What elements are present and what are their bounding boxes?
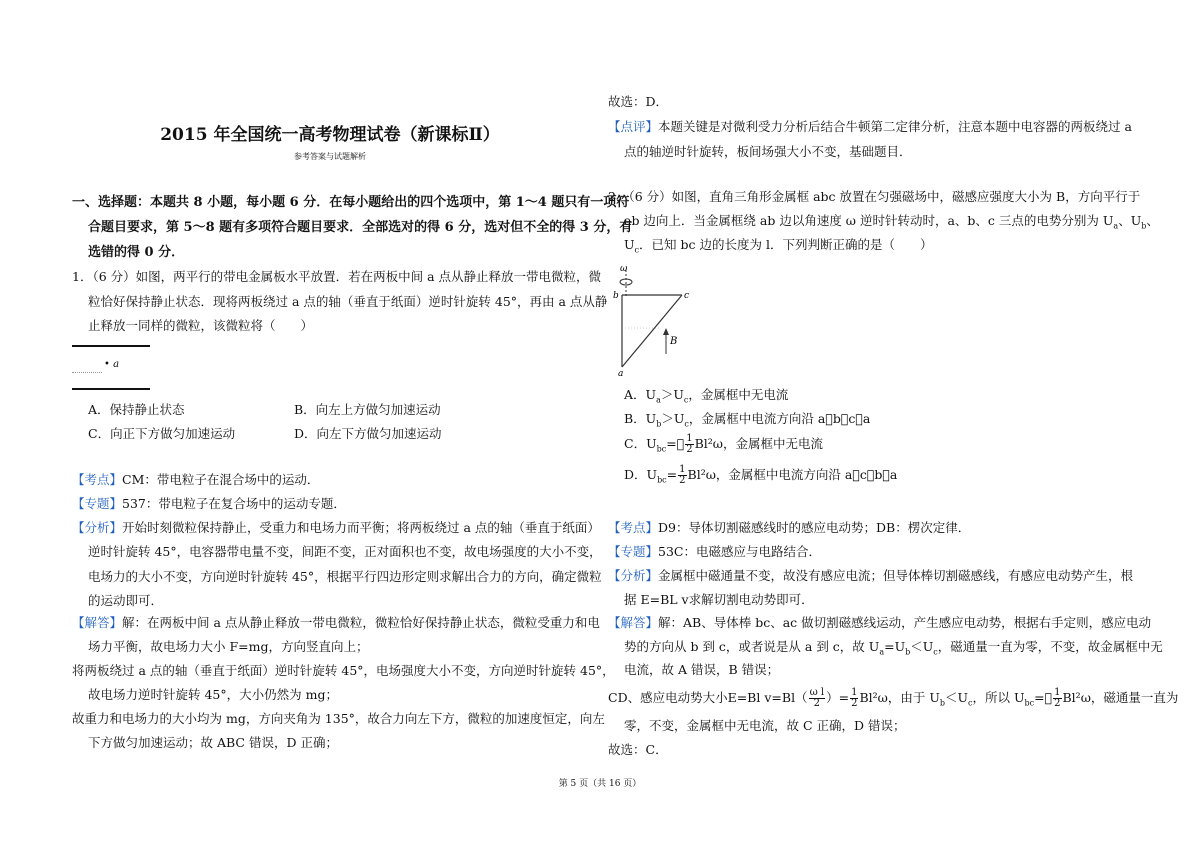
fenxi-tag: 【分析】 [608, 568, 659, 583]
q1-fenxi-3: 电场力的大小不变，方向逆时针旋转 45°，根据平行四边形定则求解出合力的方向，确定微粒 [88, 569, 602, 584]
zhuanti-text: 537：带电粒子在复合场中的运动专题． [122, 496, 346, 511]
section-instructions-2: 合题目要求，第 5～8 题有多项符合题目要求．全部选对的得 6 分，选对但不全的得 3 分，有 [88, 220, 633, 235]
fenxi-tag: 【分析】 [72, 520, 123, 535]
zhuanti-tag: 【专题】 [72, 496, 123, 511]
midline [72, 372, 102, 373]
dianping-tag: 【点评】 [608, 119, 659, 134]
q2-jieda-3: 电流，故 A 错误，B 错误； [624, 662, 780, 677]
bottom-plate [72, 388, 150, 390]
q2-kaodian [608, 518, 970, 538]
jieda-text: 解：在两板中间 a 点从静止释放一带电微粒，微粒恰好保持静止状态，微粒受重力和电 [122, 615, 600, 630]
q2-answer: 故选：C． [608, 742, 668, 757]
zhuanti-text: 53C：电磁感应与电路结合． [658, 544, 821, 559]
q1-jieda-3: 将两板绕过 a 点的轴（垂直于纸面）逆时针旋转 45°，电场强度大小不变，方向逆时针旋转 45°， [72, 663, 615, 678]
kaodian-text: D9：导体切割磁感线时的感应电动势；DB：楞次定律． [658, 520, 971, 535]
label-a: a [618, 369, 624, 377]
kaodian-tag: 【考点】 [608, 520, 659, 535]
q1-jieda-6: 下方做匀加速运动；故 ABC 错误，D 正确； [88, 735, 338, 750]
q2-jieda-4: CD、感应电动势大小E=Bl v=Bl（ $\frac{\text{ω l}}{2}$ ）= $\frac{1}{2}$ Bl²ω，由于 $U_b<U_c$，所以 $U_{bc}=⃞$ $\frac{1}{2}$ Bl²ω，磁通量一直为 [608, 687, 1179, 709]
jieda-tag: 【解答】 [72, 615, 123, 630]
q2-triangle-figure [610, 262, 700, 377]
q2-fenxi-2: 据 E=BL v求解切割电动势即可． [624, 592, 814, 607]
jieda-text: 解：AB、导体棒 bc、ac 做切割磁感线运动，产生感应电动势，根据右手定则，感应电动 [658, 615, 1152, 630]
zhuanti-tag: 【专题】 [608, 544, 659, 559]
q1-stem-3: 止释放一同样的微粒，该微粒将（ ） [88, 318, 314, 333]
right-column [608, 0, 1179, 848]
top-plate [72, 345, 150, 347]
q1-option-b: B．向左上方做匀加速运动 [294, 402, 441, 417]
q1-option-c: C．向正下方做匀加速运动 [88, 426, 236, 441]
q2-option-a: A．$U_a>U_c$，金属框中无电流 [624, 387, 789, 405]
q2-jieda-2: 势的方向从 b 到 c，或者说是从 a 到 c，故 $U_a=U_b<U_c$，磁通量一直为零，不变，故金属框中无 [624, 639, 1163, 657]
q1-dianping-2: 点的轴逆时针旋转，板间场强大小不变，基础题目． [624, 144, 912, 159]
q2-stem-2: ab 边向上．当金属框绕 ab 边以角速度 ω 逆时针转动时，a、b、c 三点的电势分别为 $U_a$、$U_b$、 [624, 213, 1159, 231]
q2-fenxi-1 [608, 566, 1133, 586]
q2-option-c: C．$U_{bc}=⃞$ $\frac{1}{2}$ Bl²ω，金属框中无电流 [624, 433, 823, 455]
label-c: c [684, 291, 690, 301]
section-instructions-1: 一、选择题：本题共 8 小题，每小题 6 分．在每小题给出的四个选项中，第 1～4 题只有一项符 [72, 195, 630, 210]
q1-answer: 故选：D． [608, 94, 669, 109]
q1-stem-1: 1．（6 分）如图，两平行的带电金属板水平放置．若在两板中间 a 点从静止释放一带电微粒，微 [72, 269, 602, 284]
point-a-label: • a [104, 359, 120, 370]
label-omega: ω [620, 264, 628, 274]
kaodian-tag: 【考点】 [72, 472, 123, 487]
q2-jieda-1 [608, 613, 1151, 633]
arrow-head-icon [663, 328, 669, 335]
q1-jieda-1 [72, 613, 600, 633]
page-title: 2015 年全国统一高考物理试卷（新课标Ⅱ） [160, 125, 500, 145]
label-B: B [670, 336, 678, 347]
q1-fenxi-4: 的运动即可． [88, 593, 164, 608]
q2-jieda-5: 零，不变，金属框中无电流，故 C 正确，D 错误； [624, 718, 906, 733]
page-subtitle: 参考答案与试题解析 [294, 152, 366, 161]
fenxi-text: 开始时刻微粒保持静止，受重力和电场力而平衡；将两板绕过 a 点的轴（垂直于纸面） [122, 520, 600, 535]
page-footer: 第 5 页（共 16 页） [558, 779, 642, 789]
edge-ac [622, 295, 682, 367]
kaodian-text: CM：带电粒子在混合场中的运动． [122, 472, 320, 487]
q1-stem-2: 粒恰好保持静止状态．现将两板绕过 a 点的轴（垂直于纸面）逆时针旋转 45°，再由 a 点从静 [88, 294, 608, 309]
q1-dianping-1 [608, 117, 1132, 137]
q1-option-a: A．保持静止状态 [88, 402, 185, 417]
q1-jieda-5: 故重力和电场力的大小均为 mg，方向夹角为 135°，故合力向左下方，微粒的加速度恒定，向左 [72, 711, 605, 726]
q1-kaodian [72, 470, 319, 490]
q2-stem-3: $U_c$．已知 bc 边的长度为 l．下列判断正确的是（ ） [624, 237, 933, 255]
q1-jieda-2: 场力平衡，故电场力大小 F=mg，方向竖直向上； [88, 639, 369, 654]
q2-stem-1: 2．（6 分）如图，直角三角形金属框 abc 放置在匀强磁场中，磁感应强度大小为 B，方向平行于 [608, 189, 1141, 204]
q2-option-d: D．$U_{bc}=$ $\frac{1}{2}$ Bl²ω，金属框中电流方向沿 a⃞c⃞b⃞a [624, 464, 898, 486]
fenxi-text: 金属框中磁通量不变，故没有感应电流；但导体棒切割磁感线，有感应电动势产生，根 [658, 568, 1134, 583]
jieda-tag: 【解答】 [608, 615, 659, 630]
q1-zhuanti [72, 494, 346, 514]
q1-option-d: D．向左下方做匀加速运动 [294, 426, 442, 441]
label-b: b [613, 291, 619, 301]
section-instructions-3: 选错的得 0 分． [88, 245, 185, 260]
q2-option-b: B．$U_b>U_c$，金属框中电流方向沿 a⃞b⃞c⃞a [624, 411, 871, 429]
q2-zhuanti [608, 542, 821, 562]
dianping-text: 本题关键是对微利受力分析后结合牛顿第二定律分析，注意本题中电容器的两板绕过 a [658, 119, 1132, 134]
q1-fenxi-2: 逆时针旋转 45°，电容器带电量不变，间距不变，正对面积也不变，故电场强度的大小不变， [88, 544, 602, 559]
q1-fenxi-1 [72, 518, 600, 538]
q1-jieda-4: 故电场力逆时针旋转 45°，大小仍然为 mg； [88, 687, 338, 702]
